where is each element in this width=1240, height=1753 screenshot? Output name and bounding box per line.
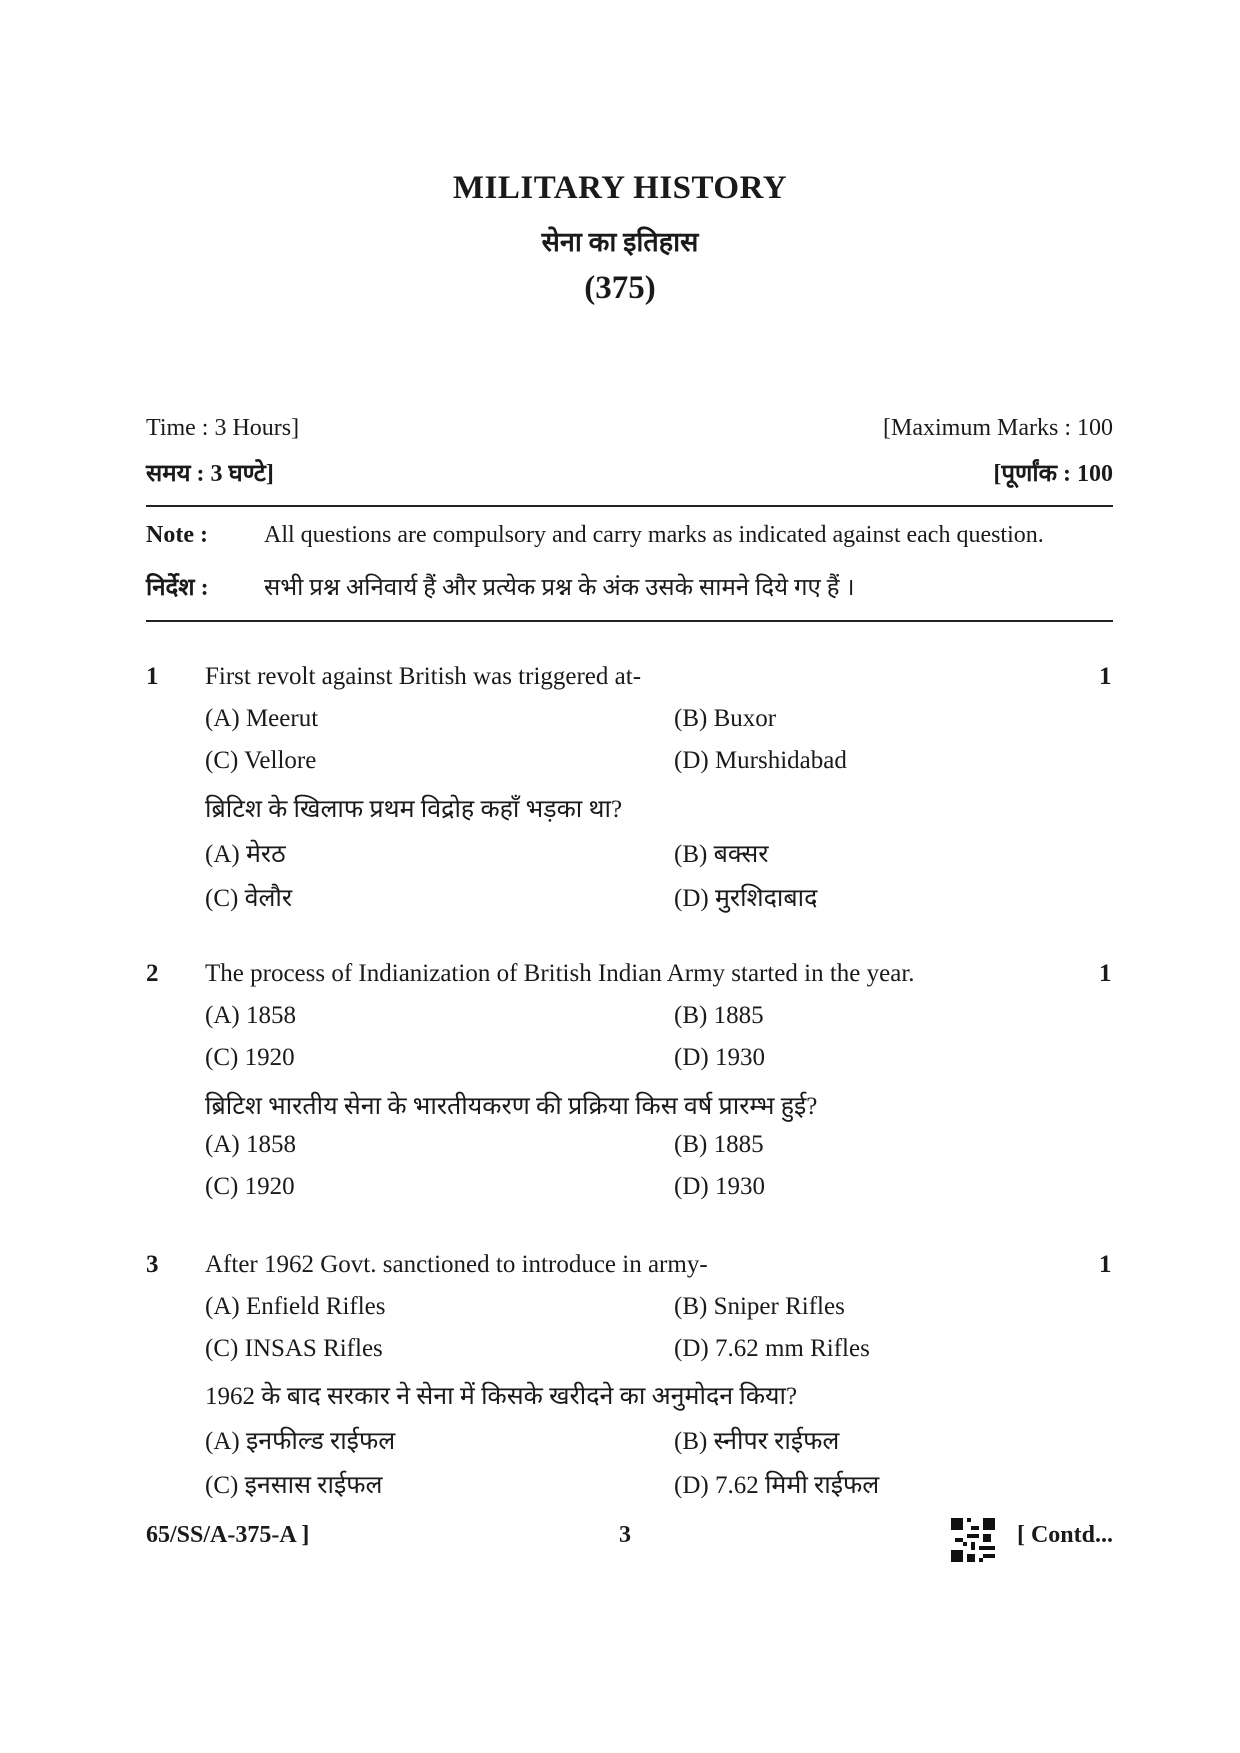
option-d-hi: (D) 7.62 मिमी राईफल bbox=[674, 1472, 880, 1499]
question-number: 1 bbox=[146, 663, 159, 690]
option-c-en: (C) INSAS Rifles bbox=[205, 1335, 383, 1362]
paper-title: MILITARY HISTORY bbox=[452, 170, 788, 206]
option-c-en: (C) 1920 bbox=[205, 1044, 295, 1071]
page-number: 3 bbox=[619, 1522, 631, 1548]
max-marks-en: [Maximum Marks : 100 bbox=[883, 415, 1113, 441]
option-d-hi: (D) 1930 bbox=[674, 1173, 765, 1200]
question-text-en: After 1962 Govt. sanctioned to introduce in army- bbox=[205, 1251, 708, 1278]
divider-bottom bbox=[146, 620, 1113, 622]
option-d-en: (D) 7.62 mm Rifles bbox=[674, 1335, 870, 1362]
subject-code: (375) bbox=[584, 270, 656, 306]
question-text-hi: 1962 के बाद सरकार ने सेना में किसके खरीदने का अनुमोदन किया? bbox=[205, 1383, 798, 1410]
qr-code-icon bbox=[951, 1518, 995, 1562]
option-d-hi: (D) मुरशिदाबाद bbox=[674, 885, 818, 912]
question-text-hi: ब्रिटिश के खिलाफ प्रथम विद्रोह कहाँ भड़का था? bbox=[205, 796, 623, 823]
time-label-en: Time : 3 Hours] bbox=[146, 415, 300, 441]
note-text-hi: सभी प्रश्न अनिवार्य हैं और प्रत्येक प्रश्न के अंक उसके सामने दिये गए हैं । bbox=[264, 575, 855, 601]
option-a-hi: (A) इनफील्ड राईफल bbox=[205, 1428, 396, 1455]
continued-label: [ Contd... bbox=[1016, 1522, 1113, 1548]
option-b-hi: (B) स्नीपर राईफल bbox=[674, 1428, 840, 1455]
question-number: 2 bbox=[146, 960, 159, 987]
option-a-hi: (A) मेरठ bbox=[205, 841, 286, 868]
option-d-en: (D) 1930 bbox=[674, 1044, 765, 1071]
note-label-en: Note : bbox=[146, 522, 208, 548]
time-label-hi: समय : 3 घण्टे] bbox=[146, 461, 274, 487]
question-marks: 1 bbox=[1099, 960, 1112, 987]
question-marks: 1 bbox=[1099, 1251, 1112, 1278]
option-a-en: (A) Meerut bbox=[205, 705, 319, 732]
option-b-hi: (B) बक्सर bbox=[674, 841, 769, 868]
option-b-en: (B) Sniper Rifles bbox=[674, 1293, 845, 1320]
question-text-en: First revolt against British was triggered at- bbox=[205, 663, 642, 690]
option-c-en: (C) Vellore bbox=[205, 747, 317, 774]
note-label-hi: निर्देश : bbox=[146, 575, 209, 601]
option-c-hi: (C) इनसास राईफल bbox=[205, 1472, 383, 1499]
divider-top bbox=[146, 505, 1113, 507]
option-c-hi: (C) 1920 bbox=[205, 1173, 295, 1200]
option-b-en: (B) Buxor bbox=[674, 705, 777, 732]
option-a-en: (A) 1858 bbox=[205, 1002, 296, 1029]
option-d-en: (D) Murshidabad bbox=[674, 747, 847, 774]
paper-code: 65/SS/A-375-A ] bbox=[146, 1522, 310, 1548]
option-b-hi: (B) 1885 bbox=[674, 1131, 764, 1158]
option-a-en: (A) Enfield Rifles bbox=[205, 1293, 386, 1320]
max-marks-hi: [पूर्णांक : 100 bbox=[993, 461, 1113, 487]
note-text-en: All questions are compulsory and carry marks as indicated against each question. bbox=[264, 522, 1044, 548]
option-c-hi: (C) वेलौर bbox=[205, 885, 293, 912]
question-marks: 1 bbox=[1099, 663, 1112, 690]
question-number: 3 bbox=[146, 1251, 159, 1278]
paper-title-hindi: सेना का इतिहास bbox=[541, 227, 699, 257]
option-b-en: (B) 1885 bbox=[674, 1002, 764, 1029]
question-text-en: The process of Indianization of British Indian Army started in the year. bbox=[205, 960, 915, 987]
option-a-hi: (A) 1858 bbox=[205, 1131, 296, 1158]
question-text-hi: ब्रिटिश भारतीय सेना के भारतीयकरण की प्रक्रिया किस वर्ष प्रारम्भ हुई? bbox=[205, 1093, 818, 1120]
